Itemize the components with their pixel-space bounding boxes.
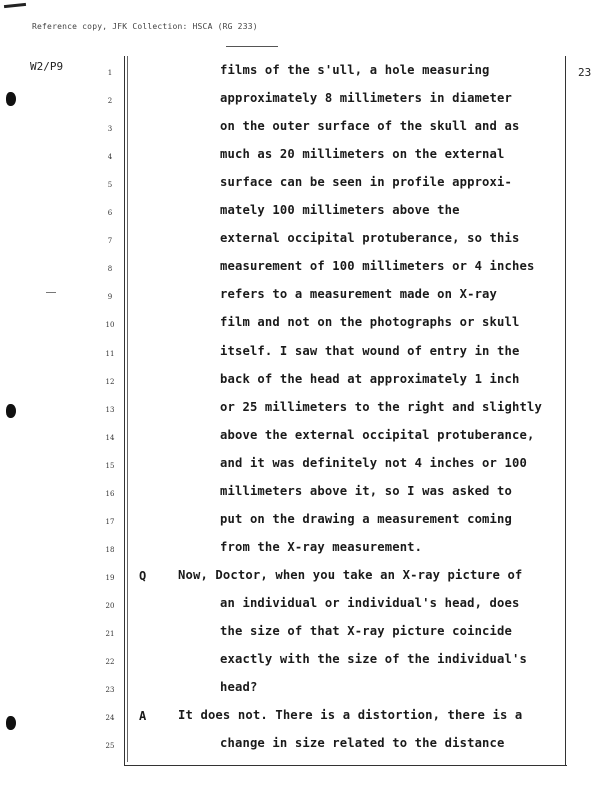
line-text: Now, Doctor, when you take an X-ray picture of (178, 567, 523, 582)
transcript-line (0, 424, 612, 452)
transcript-line (0, 452, 612, 480)
line-text: films of the s'ull, a hole measuring (220, 63, 490, 77)
line-number: 13 (105, 405, 115, 414)
line-number: 9 (107, 293, 113, 302)
transcript-line (0, 536, 612, 564)
line-number: 4 (107, 153, 113, 162)
transcript-line (0, 480, 612, 508)
line-text: measurement of 100 millimeters or 4 inches (220, 259, 535, 274)
transcript-line (0, 283, 612, 311)
line-number: 18 (105, 545, 115, 554)
line-text: external occipital protuberance, so this (220, 231, 520, 246)
line-number: 20 (105, 601, 115, 610)
line-number: 7 (107, 237, 113, 246)
line-text: much as 20 millimeters on the external (220, 147, 505, 162)
line-text: change in size related to the distance (220, 736, 505, 751)
transcript-line (0, 87, 612, 115)
line-text: or 25 millimeters to the right and slightly (220, 399, 542, 414)
page-id: W2/P9 (30, 60, 64, 73)
line-number: 16 (105, 489, 115, 498)
transcript-line (0, 648, 612, 676)
line-number: 8 (107, 265, 113, 274)
line-text: approximately 8 millimeters in diameter (220, 91, 513, 106)
line-number: 10 (105, 321, 115, 330)
line-text: put on the drawing a measurement coming (220, 511, 513, 526)
line-number: 5 (107, 181, 113, 190)
reference-header: Reference copy, JFK Collection: HSCA (RG 233) (32, 22, 258, 31)
line-number: 23 (105, 686, 115, 695)
line-number: 17 (105, 517, 115, 526)
line-text: itself. I saw that wound of entry in the (220, 343, 520, 358)
speaker-label: Q (139, 568, 147, 583)
line-number: 21 (105, 630, 115, 638)
line-number: 1 (107, 69, 113, 77)
line-text: an individual or individual's head, does (220, 595, 520, 610)
line-number: 11 (105, 349, 115, 358)
line-text: and it was definitely not 4 inches or 100 (220, 455, 527, 470)
transcript-line (0, 115, 612, 143)
transcript-line (0, 564, 612, 592)
line-text: film and not on the photographs or skull (220, 315, 520, 330)
line-text: mately 100 millimeters above the (220, 203, 460, 218)
line-text: It does not. There is a distortion, there is a (178, 708, 523, 723)
transcript-line (0, 508, 612, 536)
transcript-line (0, 59, 612, 87)
line-number: 19 (105, 573, 115, 582)
transcript-line (0, 143, 612, 171)
line-text: the size of that X-ray picture coincide (220, 624, 513, 638)
transcript-line (0, 676, 612, 704)
line-text: millimeters above it, so I was asked to (220, 483, 513, 498)
transcript-line (0, 340, 612, 368)
page-number: 23 (578, 66, 592, 79)
line-text: refers to a measurement made on X-ray (220, 287, 498, 302)
transcript-line (0, 227, 612, 255)
line-text: above the external occipital protuberance, (220, 427, 535, 442)
transcript-line (0, 199, 612, 227)
line-text: head? (220, 680, 258, 695)
transcript-line (0, 704, 612, 732)
line-text: on the outer surface of the skull and as (220, 119, 520, 134)
transcript-line (0, 732, 612, 760)
transcript-line (0, 620, 612, 648)
line-number: 2 (107, 97, 113, 106)
line-number: 3 (107, 125, 113, 134)
line-text: from the X-ray measurement. (220, 539, 423, 554)
transcript-line (0, 255, 612, 283)
transcript-line (0, 311, 612, 339)
transcript-line (0, 368, 612, 396)
speaker-label: A (139, 709, 147, 724)
line-number: 6 (107, 209, 113, 218)
transcript-line (0, 396, 612, 424)
line-text: exactly with the size of the individual's (220, 652, 527, 667)
line-number: 12 (105, 377, 115, 386)
line-text: back of the head at approximately 1 inch (220, 371, 520, 386)
line-number: 25 (105, 742, 115, 751)
transcript-line (0, 592, 612, 620)
line-number: 15 (105, 461, 115, 470)
transcript-line (0, 171, 612, 199)
line-number: 14 (105, 433, 115, 442)
line-number: 22 (105, 658, 115, 667)
line-text: surface can be seen in profile approxi- (220, 175, 513, 190)
line-number: 24 (105, 714, 115, 723)
